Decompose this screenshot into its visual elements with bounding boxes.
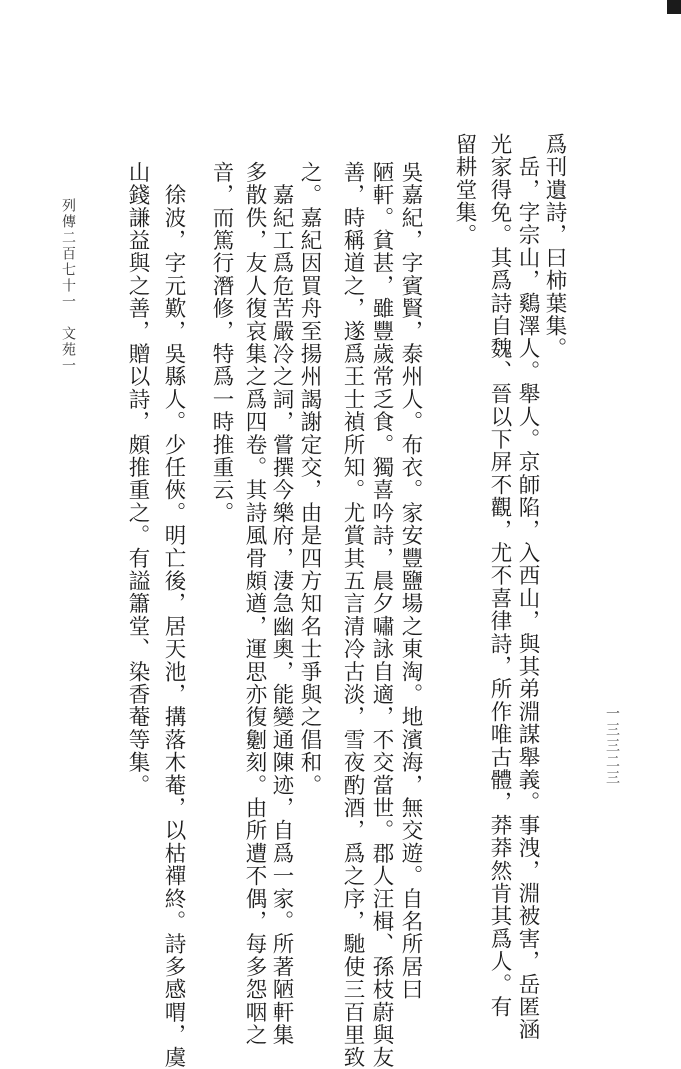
text-column: 岳，字宗山，鷄澤人。舉人。京師陷，入西山，與其弟淵謀舉義。事洩，淵被害，岳匿涵 <box>515 133 540 1041</box>
text-column: 山錢謙益與之善，贈以詩，頗推重之。有謚簫堂、染香菴等集。 <box>125 161 150 797</box>
text-column: 爲刊遺詩，曰柿葉集。 <box>542 133 567 360</box>
text-column: 音，而篤行潛修，特爲一時推重云。 <box>209 161 234 525</box>
text-column: 嘉紀工爲危苦嚴冷之詞，嘗撰今樂府，淒急幽奧，能變通陳迹，自爲一家。所著陋軒集 <box>269 161 294 1047</box>
page-corner-mark <box>667 0 681 14</box>
text-column: 多散佚，友人復哀集之爲四卷。其詩風骨頗遒，運思亦復劖刻。由所遭不偶，每多怨咽之 <box>242 161 267 1047</box>
text-column: 留耕堂集。 <box>452 133 477 247</box>
chapter-header: 列傳二百七十一 文苑一 <box>60 198 76 374</box>
text-column: 善，時稱道之，遂爲王士禎所知。尤賞其五言清冷古淡，雪夜酌酒，爲之序，馳使三百里致 <box>340 161 365 1069</box>
page-number: 一三三二三 <box>604 706 620 786</box>
text-column: 陋軒。貧甚，雖豐歲常乏食。獨喜吟詩，晨夕嘯詠自適，不交當世。郡人汪楫、孫枝蔚與友 <box>369 161 394 1069</box>
text-column: 之。嘉紀因買舟至揚州謁謝定交，由是四方知名士爭與之倡和。 <box>297 161 322 797</box>
text-column: 徐波，字元歎，吳縣人。少任俠。明亡後，居天池，搆落木菴，以枯禪終。詩多感喟，虞 <box>161 161 186 1069</box>
text-column: 吳嘉紀，字賓賢，泰州人。布衣。家安豐鹽場之東淘。地濱海，無交遊。自名所居曰 <box>398 161 423 1001</box>
text-column: 光家得免。其爲詩自魏、晉以下屏不觀，尤不喜律詩，所作唯古體，莽莽然肯其爲人。有 <box>487 133 512 1019</box>
